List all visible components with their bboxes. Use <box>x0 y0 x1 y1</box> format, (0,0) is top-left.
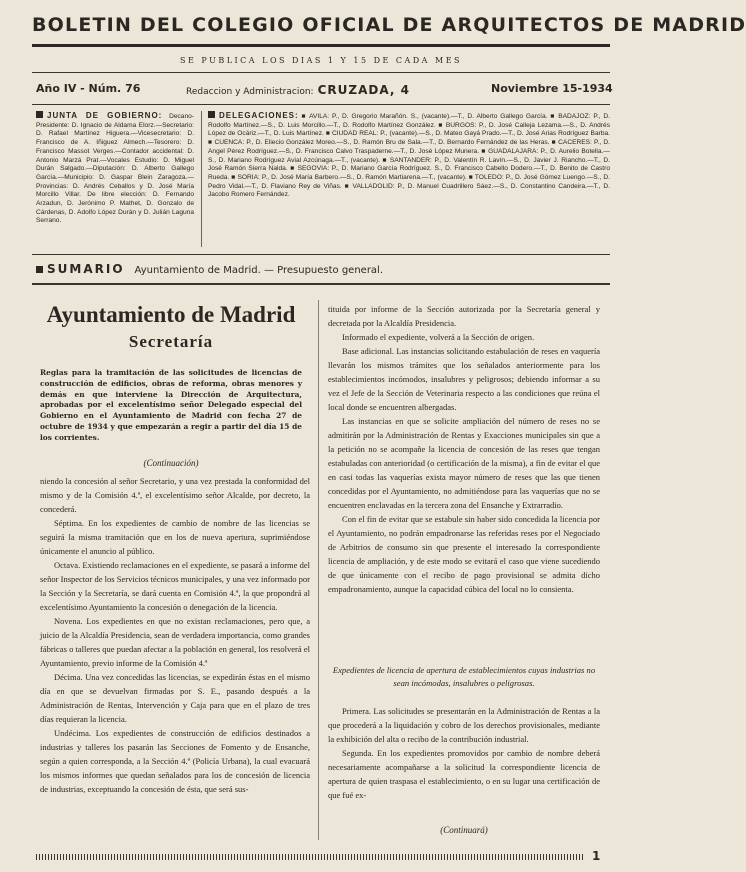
delegaciones-heading: DELEGACIONES: <box>219 111 299 120</box>
page-number: 1 <box>592 849 601 863</box>
publication-frequency: SE PUBLICA LOS DIAS 1 Y 15 DE CADA MES <box>179 56 463 65</box>
bullet-icon <box>208 111 215 118</box>
paragraph: niendo la concesión al señor Secretario, y una vez prestada la conformidad del mismo y de la Comisión 4.ª, el excelentísimo señor Alcalde, por decreto, la concederá. <box>40 476 310 514</box>
paragraph: tituida por informe de la Sección autorizada por la Secretaría general y decretada por la Alcaldía Presidencia. <box>328 304 600 328</box>
paragraph: Las instancias en que se solicite ampliación del número de reses no se admitirán por la Administración de Rentas y Exacciones municipales sin que a la petición no se acompañe la licencia de concesión de las reses que tengan estabuladas con anterioridad (o certificación de la misma), a fin de evitar el que en casi todas las vaquerías exista mayor número de reses que las que tienen concedidas por el Ayuntamiento, no admitiéndose para las vaquerías que no se encuentren enclavadas en la tercera zona del Ensanche y Extrarradio. <box>328 416 600 510</box>
sumario-text: Ayuntamiento de Madrid. — Presupuesto general. <box>134 265 384 276</box>
delegaciones-box <box>208 111 610 251</box>
paragraph: Segunda. En los expedientes promovidos por cambio de nombre deberá necesariamente acompañarse a la solicitud la correspondiente licencia de apertura de quien traspasa el establecimiento, o en su lugar una certificación de que fué ex- <box>328 748 600 800</box>
paragraph: Con el fin de evitar que se estabule sin haber sido concedida la licencia por el Ayuntamiento, no podrán empadronarse las referidas reses por el Negociado de Arbitrios de consumo sin que presente el interesado la correspondiente licencia de ampliación, y de este modo se evitará el caso que viene sucediendo de que únicamente con el recibo de pago provisional se admita dicho empadronamiento, aunque la capacidad cúbica del local no lo consienta. <box>328 514 600 594</box>
paragraph: Octava. Existiendo reclamaciones en el expediente, se pasará a informe del señor Inspector de los Servicios técnicos municipales, y una vez informado por la Sección y la Secretaría, se dará cuenta en Comisión 4.ª, la que propondrá al excelentísimo Ayuntamiento la concesión o denegación de la licencia. <box>40 560 310 612</box>
footer-rule <box>36 854 584 860</box>
continuation-note: (Continuación) <box>143 458 199 468</box>
address-street: CRUZADA, 4 <box>317 83 410 97</box>
paragraph: Undécima. Los expedientes de construcción de edificios destinados a industrias y talleres los pasarán las Secciones de Fomento y de Ensanche, según a quien corresponda, a la Sección 4.ª (Policía Urbana), la cual evacuará los mismos informes que quedan señalados para los de concesión de licencia de industrias, exceptuando la concesión de ésta, que será sus- <box>40 728 310 794</box>
article-summary: Reglas para la tramitación de las solicitudes de licencias de construcción de edificios, obras de reforma, obras menores y demás en que interviene la Dirección de Arquitectura, aprobadas por el excelentísimo señor Delegado especial del Gobierno en el Ayuntamiento de Madrid con fecha 27 de octubre de 1934 y que empezarán a regir a partir del día 15 de los corrientes. <box>40 368 302 442</box>
article-subtitle: Secretaría <box>128 332 214 351</box>
paragraph: Primera. Las solicitudes se presentarán en la Administración de Rentas a la que procederá a la liquidación y cobro de los derechos provisionales, mediante la exhibición del alta o recibo de la contribución industrial. <box>328 706 600 744</box>
sumario-label: SUMARIO <box>47 262 125 276</box>
delegaciones-text: ■ AVILA: P., D. Gregorio Marañón. S., (vacante).—T., D. Alberto Gallego García. ■ BADAJOZ: P., D. Rodolfo Martínez.—S., D. Luis Morcillo.—T., D. Rodolfo Martínez González. ■ BURGOS: P., D. José Calleja Lezama.—S., D. Andrés López de Ocáriz.—T., D. Luis Martínez. ■ CIUDAD REAL: P., (vacante).—S., D. Mateo Gayá Prado.—T., D. José Arias Rodríguez Barba. ■ CUENCA: P., D. Eliecio González Moreo.—S., D. Ramón Bru de Sala.—T., D. Bernardo Fernández de las Heras. ■ CACERES: P., D. Angel Pérez Rodríguez.—S., D. Francisco Calvo Traspaderne.—T., D. José López Munera. ■ GUADALAJARA: P., D. Aurelio Botella.—S., D. Mariano Rodríguez Avial Azcúnaga.—T., (vacante). ■ SANTANDER: P., D. Valentín R. Lavín.—S., D. Javier J. Riancho.—T., D. José Ramón Sierra Nalda. ■ SEGOVIA: P., D. Mariano García Rodríguez. S., D. Francisco Cabello Dodero.—T., D. Benito de Castro Rueda. ■ SORIA: P., D. José María Barbero.—S., D. Ramón Martiarena.—T., (vacante). ■ TOLEDO: P., D. José Gómez Luengo.—S., D. Pedro Vidal.—T., D. Flaviano Rey de Viñas. ■ VALLADOLID: P., D. Manuel Cuadrillero Sáez.—S., D. Constantino Candeira.—T., D. Jacobo Romero Fernández. <box>208 113 610 199</box>
column-divider <box>201 111 202 247</box>
paragraph: Séptima. En los expedientes de cambio de nombre de las licencias se seguirá la misma tramitación que en los de nueva apertura, suprimiéndose únicamente el anuncio al público. <box>40 518 310 556</box>
column-divider <box>318 300 319 840</box>
article-title: Ayuntamiento de Madrid <box>46 302 296 327</box>
paragraph: Novena. Los expedientes en que no existan reclamaciones, pero que, a juicio de la Alcaldía Presidencia, sean de verdadera importancia, como grandes fábricas o talleres que puedan afectar a la población en general, los resolverá el Ayuntamiento, previo informe de la Comisión 4.ª <box>40 616 310 668</box>
junta-box <box>36 111 194 251</box>
divider <box>32 254 610 255</box>
issue-date: Noviembre 15-1934 <box>491 82 613 95</box>
paragraph: Décima. Una vez concedidas las licencias, se expedirán éstas en el mismo día en que se devuelvan firmadas por S. E., pasando después a la Administración de Rentas, Intervención y Caja para que en el plazo de tres días requieran la licencia. <box>40 672 310 724</box>
right-column-continued <box>328 704 600 802</box>
divider <box>32 283 610 285</box>
right-column <box>328 302 600 596</box>
divider <box>32 72 610 73</box>
masthead-rule <box>32 44 610 47</box>
sumario-line <box>36 262 383 276</box>
masthead-title: BOLETIN DEL COLEGIO OFICIAL DE ARQUITECTOS DE MADRID <box>32 14 746 36</box>
address-label: Redaccion y Administracion: <box>186 87 314 97</box>
continues-note: (Continuará) <box>440 825 488 835</box>
editorial-address <box>186 83 410 97</box>
bullet-icon <box>36 266 43 273</box>
bullet-icon <box>36 111 43 118</box>
junta-heading: JUNTA DE GOBIERNO: <box>47 111 163 120</box>
left-column <box>40 474 310 796</box>
paragraph: Informado el expediente, volverá a la Sección de origen. <box>342 332 535 342</box>
issue-number: Año IV - Núm. 76 <box>36 82 141 95</box>
section-subheading: Expedientes de licencia de apertura de establecimientos cuyas industrias no sean incómodas, insalubres o peligrosas. <box>332 665 596 688</box>
junta-text: Decano-Presidente: D. Ignacio de Aldama Elorz.—Secretario: D. Rafael Martínez Higuera.—Vicesecretario: D. Francisco de A. Iñiguez Almech.—Tesorero: D. Francisco Massot Verges.—Contador accidental: D. Antonio Marzá Prat.—Vocales Estudio: D. Miguel Durán Salgado.—Diputación: D. Alberto Gallego García.—Municipio: D. Gaspar Blein Zaragoza.—Provincias: D. Andrés Ceballos y D. José María Morcillo Villar. De libre elección: D. Fernando Arzadun, D. Jerónimo P. Mathet, D. Gonzalo de Cárdenas, D. Adolfo López Durán y D. Julián Laguna Serrano. <box>36 113 194 225</box>
paragraph: Base adicional. Las instancias solicitando estabulación de reses en vaquería llevarán los mismos trámites que los señalados anteriormente para los establecimientos incómodos, insalubres y peligrosos; debiendo informar a su vez el Jefe de la Sección de Veterinaria respecto a las condiciones que reúna el local donde se encuentren albergadas. <box>328 346 600 412</box>
divider <box>32 104 610 105</box>
